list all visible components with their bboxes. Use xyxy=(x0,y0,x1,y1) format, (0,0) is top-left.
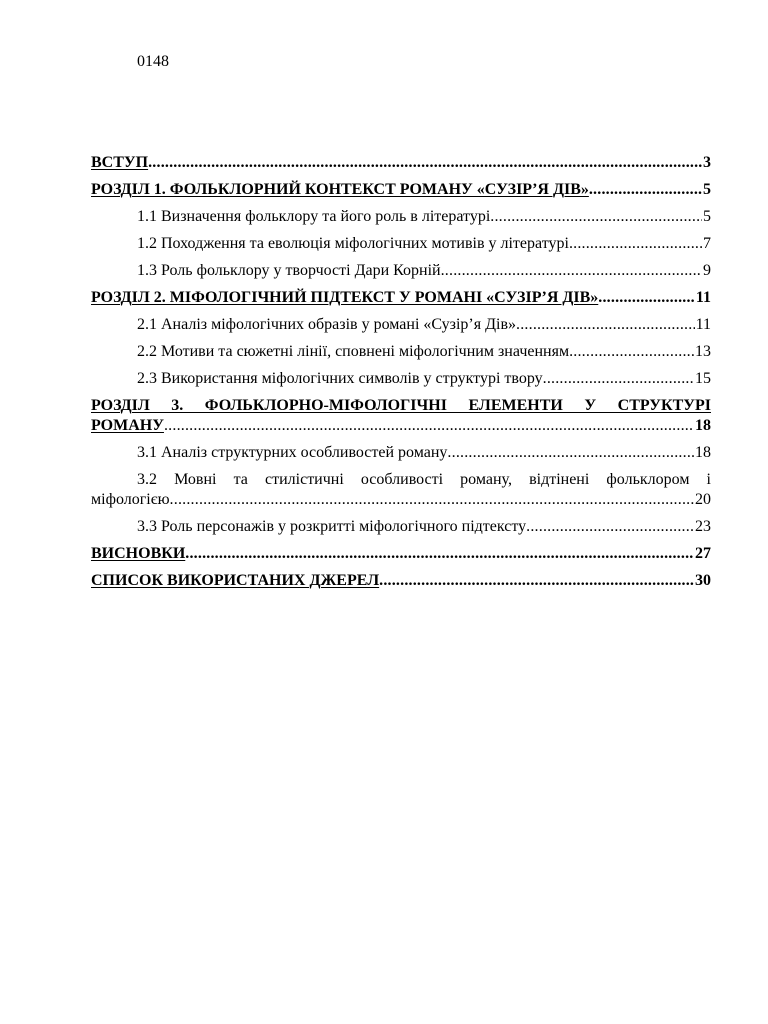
toc-entry-page: 7 xyxy=(703,235,711,252)
toc-entry-page: 30 xyxy=(695,572,711,589)
dot-leader xyxy=(185,544,694,564)
toc-entry-page: 20 xyxy=(695,491,711,508)
toc-entry-page: 13 xyxy=(695,343,711,360)
dot-leader xyxy=(589,180,702,200)
toc-entry-page: 23 xyxy=(695,518,711,535)
toc-entry-1-2[interactable] xyxy=(91,227,711,254)
dot-leader xyxy=(170,490,694,510)
toc-entry-2-1[interactable] xyxy=(91,308,711,335)
toc-entry-3-3[interactable] xyxy=(91,510,711,537)
dot-leader xyxy=(490,207,702,227)
toc-entry-page: 3 xyxy=(703,154,711,171)
dot-leader xyxy=(569,342,694,362)
toc-entry-chapter-1[interactable] xyxy=(91,173,711,200)
toc-entry-page: 11 xyxy=(695,316,711,333)
table-of-contents xyxy=(91,146,711,591)
toc-entry-title: ВИСНОВКИ xyxy=(91,545,186,562)
toc-entry-2-3[interactable] xyxy=(91,362,711,389)
toc-entry-title: 1.2 Походження та еволюція міфологічних мотивів у літературі xyxy=(137,235,569,252)
toc-entry-page: 11 xyxy=(695,289,711,306)
toc-entry-chapter-2[interactable] xyxy=(91,281,711,308)
toc-entry-title: 2.2 Мотиви та сюжетні лінії, сповнені міфологічним значенням xyxy=(137,343,570,360)
toc-entry-page: 9 xyxy=(703,262,711,279)
toc-entry-title: 3.3 Роль персонажів у розкритті міфологічного підтексту xyxy=(137,518,527,535)
toc-entry-2-2[interactable] xyxy=(91,335,711,362)
toc-entry-page: 27 xyxy=(695,545,711,562)
toc-entry-3-2[interactable] xyxy=(91,470,711,510)
toc-entry-title-line-1: РОЗДІЛ 3. ФОЛЬКЛОРНО-МІФОЛОГІЧНІ ЕЛЕМЕНТИ У СТРУКТУРІ xyxy=(91,397,711,414)
toc-entry-title: РОЗДІЛ 2. МІФОЛОГІЧНИЙ ПІДТЕКСТ У РОМАНІ «СУЗІР’Я ДІВ» xyxy=(91,289,599,306)
toc-entry-page: 18 xyxy=(695,444,711,461)
toc-entry-1-3[interactable] xyxy=(91,254,711,281)
page-number: 0148 xyxy=(137,53,169,70)
toc-entry-title: 2.1 Аналіз міфологічних образів у романі «Сузір’я Дів» xyxy=(137,316,517,333)
toc-entry-title: РОЗДІЛ 1. ФОЛЬКЛОРНИЙ КОНТЕКСТ РОМАНУ «СУЗІР’Я ДІВ» xyxy=(91,181,589,198)
dot-leader xyxy=(164,416,694,436)
toc-entry-title: СПИСОК ВИКОРИСТАНИХ ДЖЕРЕЛ xyxy=(91,572,380,589)
toc-entry-3-1[interactable] xyxy=(91,436,711,463)
toc-entry-title: 1.3 Роль фольклору у творчості Дари Корній xyxy=(137,262,441,279)
dot-leader xyxy=(526,517,694,537)
toc-entry-title-line-2: міфологією xyxy=(91,491,170,508)
toc-entry-conclusions[interactable] xyxy=(91,537,711,564)
toc-entry-page: 5 xyxy=(703,181,711,198)
dot-leader xyxy=(148,153,702,173)
toc-entry-page: 5 xyxy=(703,208,711,225)
dot-leader xyxy=(598,288,695,308)
dot-leader xyxy=(441,261,702,281)
toc-entry-chapter-3[interactable] xyxy=(91,396,711,436)
toc-entry-title: 1.1 Визначення фольклору та його роль в літературі xyxy=(137,208,491,225)
toc-entry-title: 3.1 Аналіз структурних особливостей роману xyxy=(137,444,448,461)
dot-leader xyxy=(379,571,694,591)
toc-entry-title-line-2: РОМАНУ xyxy=(91,417,164,434)
dot-leader xyxy=(447,443,694,463)
toc-entry-1-1[interactable] xyxy=(91,200,711,227)
toc-entry-introduction[interactable] xyxy=(91,146,711,173)
dot-leader xyxy=(569,234,702,254)
dot-leader xyxy=(543,369,694,389)
toc-entry-references[interactable] xyxy=(91,564,711,591)
toc-entry-title: ВСТУП xyxy=(91,154,149,171)
toc-entry-page: 15 xyxy=(695,370,711,387)
toc-entry-title-line-1: 3.2 Мовні та стилістичні особливості роману, відтінені фольклором і xyxy=(137,471,711,488)
dot-leader xyxy=(516,315,695,335)
toc-entry-title: 2.3 Використання міфологічних символів у структурі твору xyxy=(137,370,543,387)
toc-entry-page: 18 xyxy=(695,417,711,434)
